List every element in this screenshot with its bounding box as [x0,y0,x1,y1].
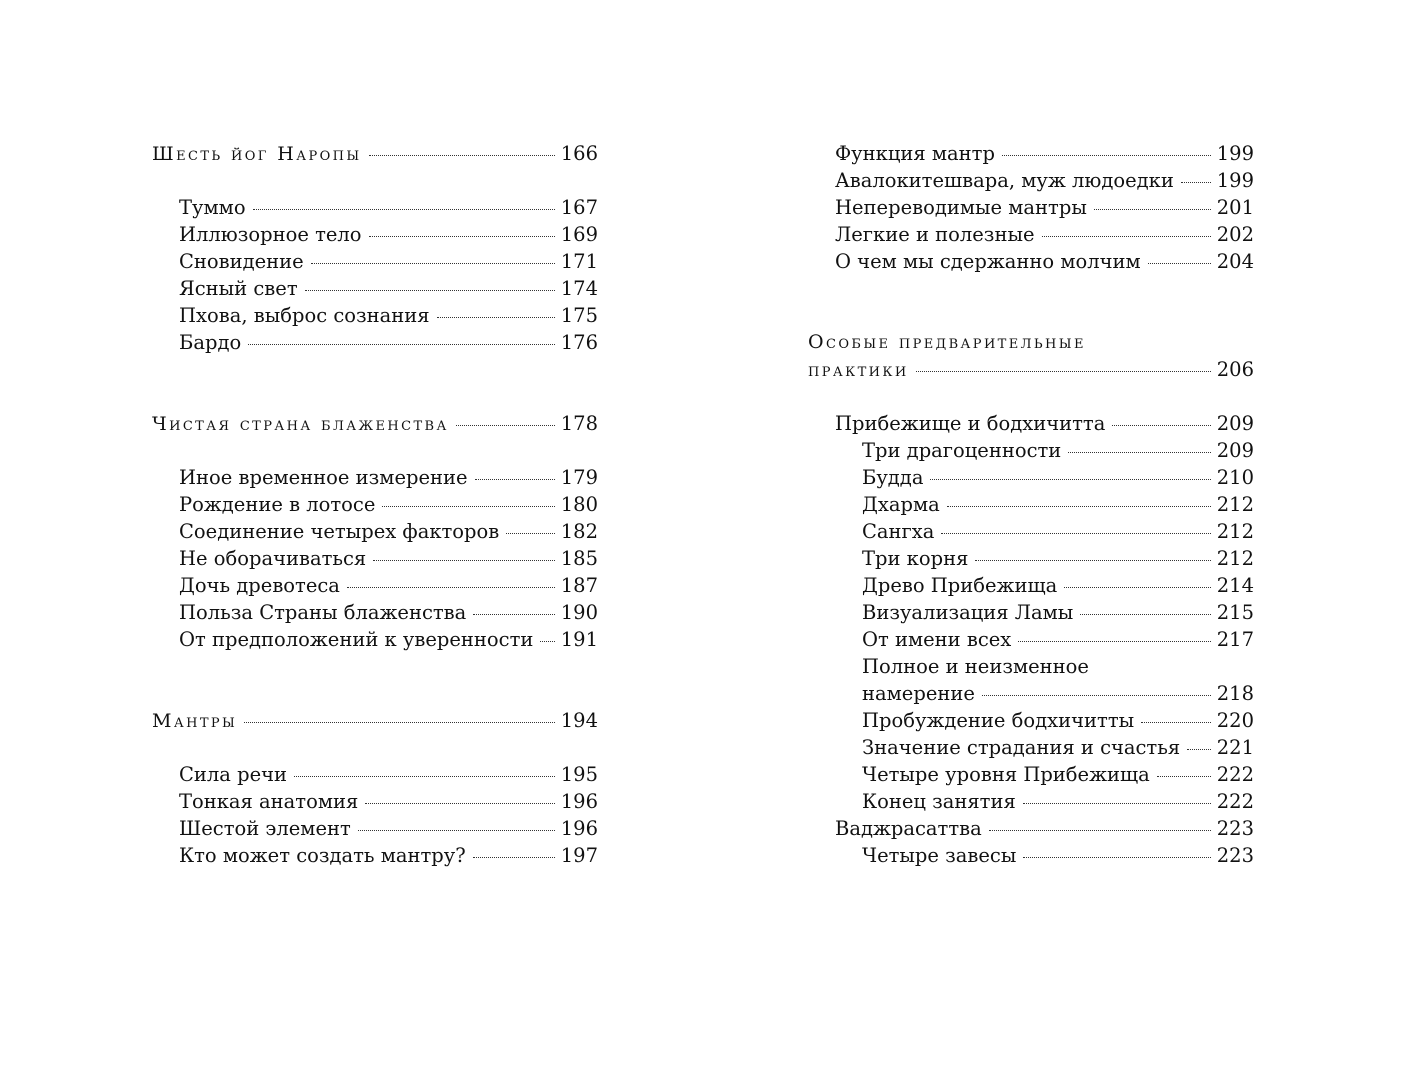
dot-leader [365,803,554,804]
page-number: 176 [560,331,598,354]
toc-left-column [152,140,598,869]
page-number: 187 [560,574,598,597]
entry-title: Будда [862,466,924,489]
page-number: 217 [1216,628,1254,651]
dot-leader [1023,857,1210,858]
dot-leader [1141,722,1211,723]
page-number: 174 [560,277,598,300]
entry-title: Авалокитешвара, муж людоедки [835,169,1174,192]
page-number: 222 [1216,763,1254,786]
dot-leader [437,317,555,318]
toc-subentry[interactable] [808,545,1254,572]
entry-title: Три драгоценности [862,439,1062,462]
toc-entry[interactable] [152,329,598,356]
page-number: 199 [1216,169,1254,192]
dot-leader [1157,776,1211,777]
page-number: 185 [560,547,598,570]
page-number: 212 [1216,493,1254,516]
toc-entry[interactable] [152,302,598,329]
page-number: 206 [1216,358,1254,381]
page-number: 197 [560,844,598,867]
page-number: 196 [560,817,598,840]
dot-leader [253,209,555,210]
entry-title: Функция мантр [835,142,995,165]
toc-section[interactable] [152,410,598,437]
page-number: 175 [560,304,598,327]
dot-leader [358,830,555,831]
toc-entry[interactable] [152,761,598,788]
page-number: 201 [1216,196,1254,219]
entry-title-line2: намерение [862,682,975,705]
page-number: 180 [560,493,598,516]
page-number: 169 [560,223,598,246]
dot-leader [1068,452,1210,453]
page-number: 171 [560,250,598,273]
dot-leader [1080,614,1210,615]
dot-leader [947,506,1211,507]
dot-leader [347,587,555,588]
dot-leader [369,236,555,237]
toc-entry[interactable] [152,842,598,869]
toc-entry[interactable] [808,140,1254,167]
dot-leader [916,371,1211,372]
dot-leader [1023,803,1211,804]
toc-entry[interactable] [152,275,598,302]
entry-title: Кто может создать мантру? [179,844,466,867]
dot-leader [540,641,554,642]
entry-title: Иное временное измерение [179,466,468,489]
entry-title: Прибежище и бодхичитта [835,412,1106,435]
entry-title: Визуализация Ламы [862,601,1074,624]
toc-section[interactable] [152,140,598,167]
dot-leader [1018,641,1210,642]
entry-title: Рождение в лотосе [179,493,376,516]
dot-leader [930,479,1210,480]
toc-entry[interactable] [152,221,598,248]
page-number: 202 [1216,223,1254,246]
page-number: 199 [1216,142,1254,165]
toc-entry[interactable] [152,545,598,572]
toc-subentry[interactable] [808,734,1254,761]
entry-title: От имени всех [862,628,1012,651]
dot-leader [1064,587,1211,588]
entry-title: Сила речи [179,763,288,786]
toc-entry[interactable] [152,491,598,518]
page-number: 195 [560,763,598,786]
toc-subentry[interactable] [808,464,1254,491]
page-number: 209 [1216,439,1254,462]
page-number: 223 [1216,844,1254,867]
dot-leader [382,506,554,507]
entry-title: Три корня [862,547,969,570]
page-number: 210 [1216,466,1254,489]
dot-leader [1002,155,1211,156]
toc-entry[interactable] [152,248,598,275]
dot-leader [1181,182,1211,183]
page-number: 220 [1216,709,1254,732]
dot-leader [1148,263,1211,264]
page-number: 214 [1216,574,1254,597]
page-number: 223 [1216,817,1254,840]
toc-subentry[interactable] [808,518,1254,545]
dot-leader [244,722,555,723]
section-title: Чистая страна блаженства [152,413,449,435]
dot-leader [311,263,555,264]
dot-leader [989,830,1211,831]
toc-entry[interactable] [808,248,1254,275]
entry-title: Иллюзорное тело [179,223,362,246]
entry-title: Древо Прибежища [862,574,1058,597]
entry-title: Тонкая анатомия [179,790,359,813]
page-number: 196 [560,790,598,813]
toc-entry[interactable] [808,410,1254,437]
entry-title: Сновидение [179,250,304,273]
entry-title: Ясный свет [179,277,298,300]
entry-title: Туммо [179,196,246,219]
toc-entry[interactable] [152,194,598,221]
section-title: Шесть йог Наропы [152,143,362,165]
entry-title: Непереводимые мантры [835,196,1087,219]
entry-title: От предположений к уверенности [179,628,534,651]
entry-title: Значение страдания и счастья [862,736,1181,759]
page-number: 212 [1216,547,1254,570]
dot-leader [982,695,1211,696]
entry-title: Бардо [179,331,242,354]
entry-title: О чем мы сдержанно молчим [835,250,1141,273]
toc-subentry[interactable] [808,491,1254,518]
dot-leader [975,560,1210,561]
dot-leader [1187,749,1211,750]
dot-leader [473,614,554,615]
entry-title: Пробуждение бодхичитты [862,709,1135,732]
dot-leader [369,155,555,156]
toc-section[interactable] [808,356,1254,383]
entry-title: Польза Страны блаженства [179,601,467,624]
page-number: 221 [1216,736,1254,759]
dot-leader [1094,209,1211,210]
toc-subentry[interactable] [808,680,1254,707]
entry-title-line1[interactable]: Полное и неизменное [862,655,1089,678]
toc-entry[interactable] [152,518,598,545]
toc-subentry[interactable] [808,626,1254,653]
entry-title: Шестой элемент [179,817,351,840]
page-number: 191 [560,628,598,651]
page-number: 178 [560,412,598,435]
toc-entry[interactable] [808,221,1254,248]
toc-subentry[interactable] [808,707,1254,734]
toc-right-column [808,140,1254,869]
toc-subentry[interactable] [808,788,1254,815]
entry-title: Легкие и полезные [835,223,1035,246]
page-number: 167 [560,196,598,219]
dot-leader [373,560,555,561]
entry-title: Пхова, выброс сознания [179,304,430,327]
entry-title: Соединение четырех факторов [179,520,500,543]
entry-title: Конец занятия [862,790,1016,813]
section-title-line1[interactable]: Особые предварительные [808,331,1086,353]
entry-title: Четыре уровня Прибежища [862,763,1150,786]
page-number: 166 [560,142,598,165]
dot-leader [248,344,555,345]
toc-subentry[interactable] [808,761,1254,788]
toc-subentry[interactable] [808,572,1254,599]
toc-entry[interactable] [152,464,598,491]
dot-leader [456,425,555,426]
page-number: 218 [1216,682,1254,705]
entry-title: Не оборачиваться [179,547,367,570]
dot-leader [475,479,555,480]
page-number: 222 [1216,790,1254,813]
toc-entry[interactable] [808,815,1254,842]
entry-title: Четыре завесы [862,844,1017,867]
dot-leader [1112,425,1210,426]
page-number: 215 [1216,601,1254,624]
dot-leader [294,776,555,777]
toc-subentry[interactable] [808,842,1254,869]
dot-leader [1042,236,1211,237]
page-number: 209 [1216,412,1254,435]
toc-entry[interactable] [152,815,598,842]
dot-leader [473,857,555,858]
dot-leader [506,533,555,534]
entry-title: Дочь древотеса [179,574,340,597]
entry-title: Ваджрасаттва [835,817,982,840]
dot-leader [941,533,1210,534]
toc-entry[interactable] [808,194,1254,221]
toc-entry[interactable] [152,788,598,815]
entry-title: Сангха [862,520,935,543]
toc-subentry[interactable] [808,437,1254,464]
page-number: 182 [560,520,598,543]
dot-leader [305,290,555,291]
entry-title: Дхарма [862,493,940,516]
toc-entry[interactable] [152,599,598,626]
toc-subentry[interactable] [808,599,1254,626]
toc-section[interactable] [152,707,598,734]
toc-entry[interactable] [152,572,598,599]
page-number: 204 [1216,250,1254,273]
page-number: 179 [560,466,598,489]
toc-entry[interactable] [152,626,598,653]
section-title: Мантры [152,710,238,732]
section-title-line2: практики [808,359,909,381]
toc-entry[interactable] [808,167,1254,194]
page-number: 212 [1216,520,1254,543]
page-number: 190 [560,601,598,624]
page-number: 194 [560,709,598,732]
